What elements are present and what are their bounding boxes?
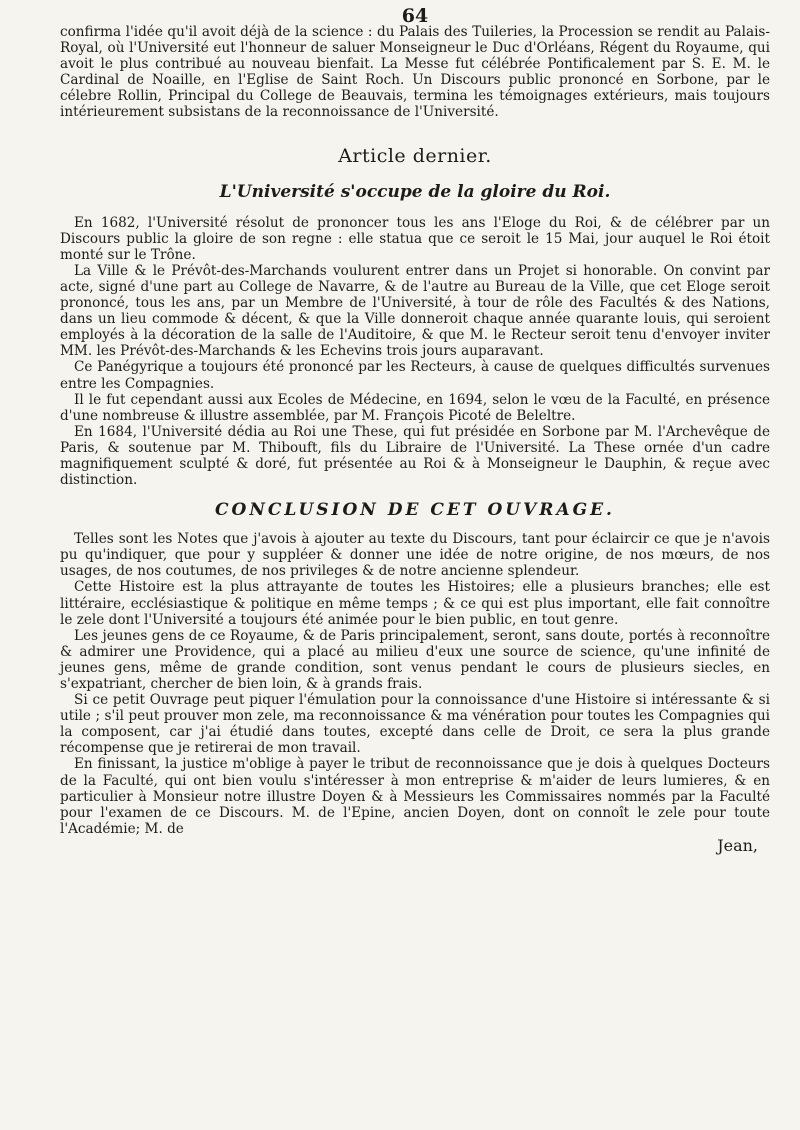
article-paragraph: En 1684, l'Université dédia au Roi une These, qui fut présidée en Sorbone par M. l'Archevêque de Paris, & soutenue par M. Thibouft, fils du Libraire de l'Université. La These ornée d'un cadre magnifiquement sculpté & doré, fut présentée au Roi & à Monseigneur le Dauphin, & reçue avec distinction.	[60, 423, 770, 489]
article-paragraph: En 1682, l'Université résolut de prononcer tous les ans l'Eloge du Roi, & de célébrer par un Discours public la gloire de son regne : elle statua que ce seroit le 15 Mai, jour auquel le Roi étoit monté sur le Trône.	[60, 214, 770, 263]
conclusion-paragraph: Cette Histoire est la plus attrayante de toutes les Histoires; elle a plusieurs branches; elle est littéraire, ecclésiastique & politique en même temps ; & ce qui est plus important, elle fait connoître le zele dont l'Université a toujours été animée pour le bien public, en tout genre.	[60, 579, 770, 628]
article-title: Article dernier.	[338, 144, 492, 167]
article-subtitle: L'Université s'occupe de la gloire du Roi.	[219, 181, 611, 202]
conclusion-heading: CONCLUSION DE CET OUVRAGE.	[215, 500, 615, 521]
article-paragraph: Ce Panégyrique a toujours été prononcé par les Recteurs, à cause de quelques difficultés survenues entre les Compagnies.	[60, 359, 770, 392]
page-number: 64	[401, 5, 429, 27]
conclusion-paragraph: En finissant, la justice m'oblige à payer le tribut de reconnoissance que je dois à quelques Docteurs de la Faculté, qui ont bien voulu s'intéresser à mon entreprise & m'aider de leurs lumieres, & en particulier à Monsieur notre illustre Doyen & à Messieurs les Commissaires nommés par la Faculté pour l'examen de ce Discours. M. de l'Epine, ancien Doyen, dont on connoît le zele pour toute l'Académie; M. de	[60, 756, 770, 837]
conclusion-paragraph: Les jeunes gens de ce Royaume, & de Paris principalement, seront, sans doute, portés à reconnoître & admirer une Providence, qui a placé au milieu d'eux une source de science, qu'une infinité de jeunes gens, même de grande condition, sont venus pendant le cours de plusieurs siecles, en s'expatriant, chercher de bien loin, & à grands frais.	[60, 627, 770, 692]
catchword: Jean,	[717, 835, 758, 855]
intro-paragraph: confirma l'idée qu'il avoit déjà de la science : du Palais des Tuileries, la Procession se rendit au Palais-Royal, où l'Université eut l'honneur de saluer Monseigneur le Duc d'Orléans, Régent du Royaume, qui avoit le plus contribué au nouveau bienfait. La Messe fut célébrée Pontificalement par S. E. M. le Cardinal de Noaille, en l'Eglise de Saint Roch. Un Discours public prononcé en Sorbone, par le célebre Rollin, Principal du College de Beauvais, termina les témoignages extérieurs, mais toujours intérieurement subsistans de la reconnoissance de l'Université.	[60, 24, 770, 121]
article-paragraph: Il le fut cependant aussi aux Ecoles de Médecine, en 1694, selon le vœu de la Faculté, en présence d'une nombreuse & illustre assemblée, par M. François Picoté de Beleltre.	[60, 391, 770, 424]
conclusion-paragraph: Telles sont les Notes que j'avois à ajouter au texte du Discours, tant pour éclaircir ce que je n'avois pu qu'indiquer, que pour y suppléer & donner une idée de notre origine, de nos mœurs, de nos usages, de nos coutumes, de nos privileges & de notre ancienne splendeur.	[60, 531, 770, 580]
conclusion-paragraph: Si ce petit Ouvrage peut piquer l'émulation pour la connoissance d'une Histoire si intéressante & si utile ; s'il peut prouver mon zele, ma reconnoissance & ma vénération pour toutes les Compagnies qui la composent, car j'ai étudié dans toutes, excepté dans celle de Droit, ce sera la plus grande récompense que je retirerai de mon travail.	[60, 692, 770, 757]
article-paragraph: La Ville & le Prévôt-des-Marchands voulurent entrer dans un Projet si honorable. On convint par acte, signé d'une part au College de Navarre, & de l'autre au Bureau de la Ville, que cet Eloge seroit prononcé, tous les ans, par un Membre de l'Université, à tour de rôle des Facultés & des Nations, dans un lieu commode & décent, & que la Ville donneroit chaque année quarante louis, qui seroient employés à la décoration de la salle de l'Auditoire, & que M. le Recteur seroit tenu d'envoyer inviter MM. les Prévôt-des-Marchands & les Echevins trois jours auparavant.	[60, 262, 770, 360]
